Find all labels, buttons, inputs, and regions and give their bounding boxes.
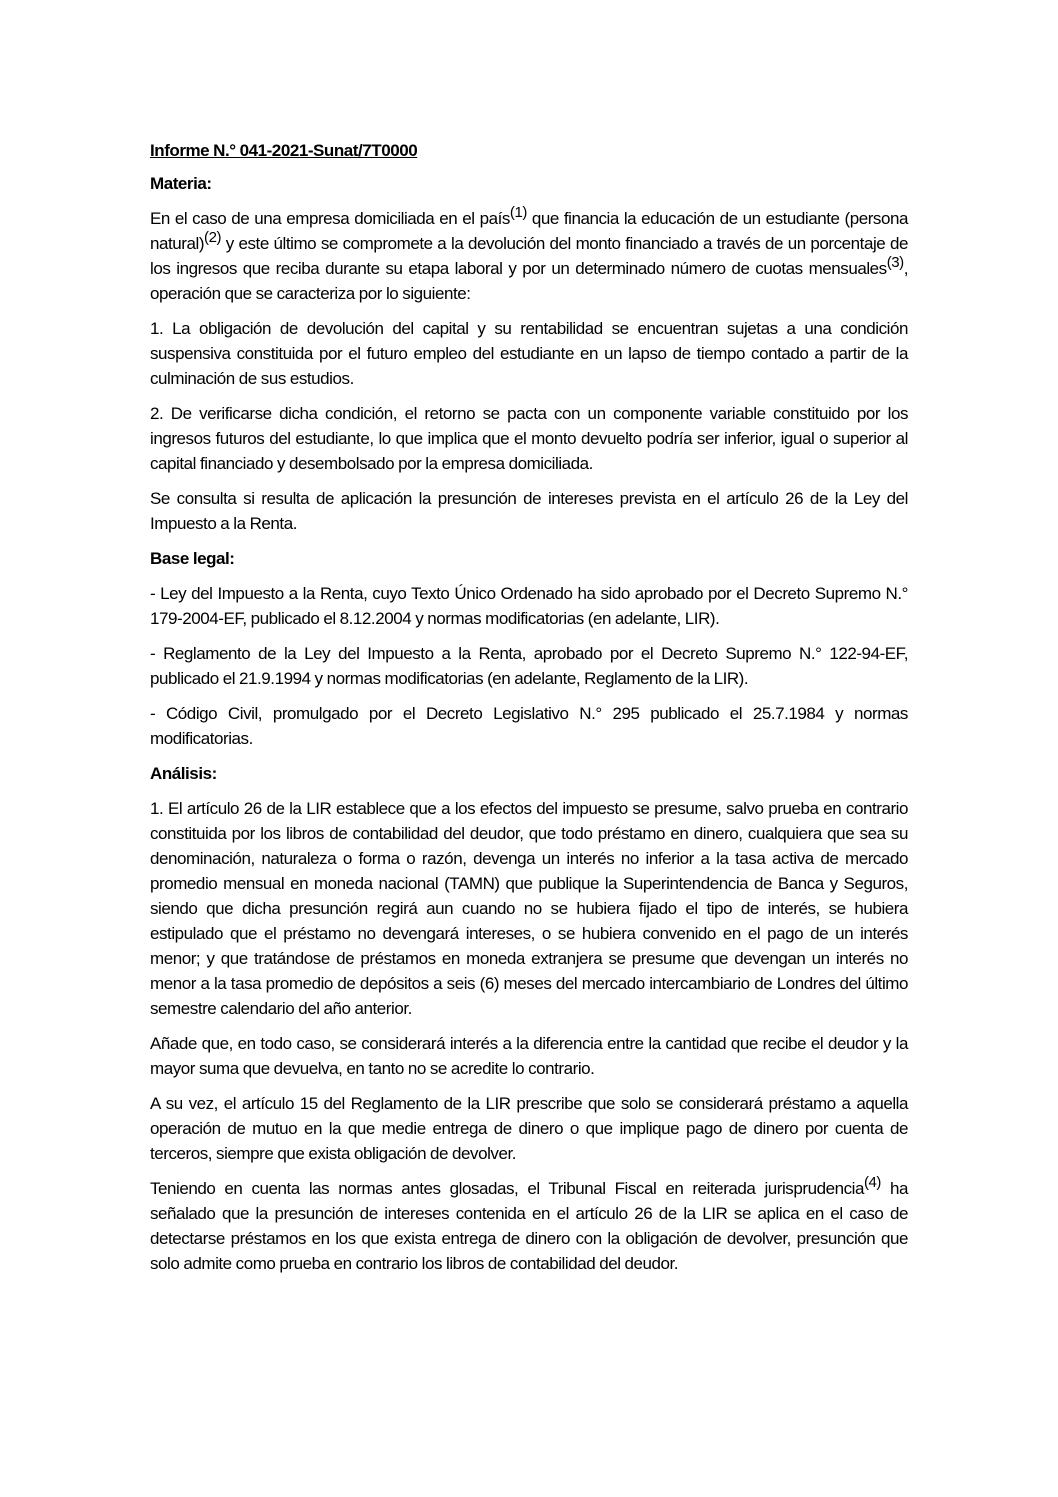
analisis-4-text-1: Teniendo en cuenta las normas antes glosadas, el Tribunal Fiscal en reiterada jurisprudencia: [150, 1179, 864, 1198]
document-title: Informe N.° 041-2021-Sunat/7T0000: [150, 141, 418, 160]
analisis-paragraph-1: 1. El artículo 26 de la LIR establece que a los efectos del impuesto se presume, salvo prueba en contrario constituida por los libros de contabilidad del deudor, que todo préstamo en dinero, cualquiera que sea su denominación, naturaleza o forma o razón, devenga un interés no inferior a la tasa activa de mercado promedio mensual en moneda nacional (TAMN) que publique la Superintendencia de Banca y Seguros, siendo que dicha presunción regirá aun cuando no se hubiera fijado el tipo de interés, se hubiera estipulado que el préstamo no devengará intereses, o se hubiera convenido en el pago de un interés menor; y que tratándose de préstamos en moneda extranjera se presume que devengan un interés no menor a la tasa promedio de depósitos a seis (6) meses del mercado intercambiario de Londres del último semestre calendario del año anterior.: [150, 799, 908, 1018]
materia-text-4: , operación que se caracteriza por lo siguiente:: [150, 259, 908, 303]
footnote-ref-2[interactable]: (2): [204, 229, 222, 246]
base-legal-item-1: - Ley del Impuesto a la Renta, cuyo Texto Único Ordenado ha sido aprobado por el Decreto Supremo N.° 179-2004-EF, publicado el 8.12.2004 y normas modificatorias (en adelante, LIR).: [150, 584, 908, 628]
base-legal-item-3: - Código Civil, promulgado por el Decreto Legislativo N.° 295 publicado el 25.7.1984 y normas modificatorias.: [150, 704, 908, 748]
analisis-heading: Análisis:: [150, 764, 217, 783]
footnote-ref-4[interactable]: (4): [863, 1174, 881, 1191]
analisis-paragraph-4: [150, 1176, 908, 1276]
materia-text-1: En el caso de una empresa domiciliada en el país: [150, 209, 510, 228]
materia-paragraph: [150, 206, 908, 306]
base-legal-item-2: - Reglamento de la Ley del Impuesto a la Renta, aprobado por el Decreto Supremo N.° 122-94-EF, publicado el 21.9.1994 y normas modificatorias (en adelante, Reglamento de la LIR).: [150, 644, 908, 688]
materia-text-2: que financia la educación de un estudiante (persona natural): [150, 209, 908, 253]
materia-text-3: y este último se compromete a la devolución del monto financiado a través de un porcentaje de los ingresos que reciba durante su etapa laboral y por un determinado número de cuotas mensuales: [150, 234, 908, 278]
materia-item-2: 2. De verificarse dicha condición, el retorno se pacta con un componente variable constituido por los ingresos futuros del estudiante, lo que implica que el monto devuelto podría ser inferior, igual o superior al capital financiado y desembolsado por la empresa domiciliada.: [150, 404, 908, 473]
materia-item-1: 1. La obligación de devolución del capital y su rentabilidad se encuentran sujetas a una condición suspensiva constituida por el futuro empleo del estudiante en un lapso de tiempo contado a partir de la culminación de sus estudios.: [150, 319, 908, 388]
analisis-4-text-2: ha señalado que la presunción de intereses contenida en el artículo 26 de la LIR se aplica en el caso de detectarse préstamos en los que exista entrega de dinero con la obligación de devolver, presunción que solo admite como prueba en contrario los libros de contabilidad del deudor.: [150, 1179, 909, 1273]
analisis-paragraph-2: Añade que, en todo caso, se considerará interés a la diferencia entre la cantidad que recibe el deudor y la mayor suma que devuelva, en tanto no se acredite lo contrario.: [150, 1034, 908, 1078]
footnote-ref-3[interactable]: (3): [886, 254, 904, 271]
materia-heading: Materia:: [150, 174, 212, 193]
footnote-ref-1[interactable]: (1): [509, 204, 527, 221]
document-page: [150, 138, 908, 1286]
base-legal-heading: Base legal:: [150, 549, 235, 568]
materia-consulta: Se consulta si resulta de aplicación la presunción de intereses prevista en el artículo 26 de la Ley del Impuesto a la Renta.: [150, 489, 908, 533]
analisis-paragraph-3: A su vez, el artículo 15 del Reglamento de la LIR prescribe que solo se considerará préstamo a aquella operación de mutuo en la que medie entrega de dinero o que implique pago de dinero por cuenta de terceros, siempre que exista obligación de devolver.: [150, 1094, 908, 1163]
